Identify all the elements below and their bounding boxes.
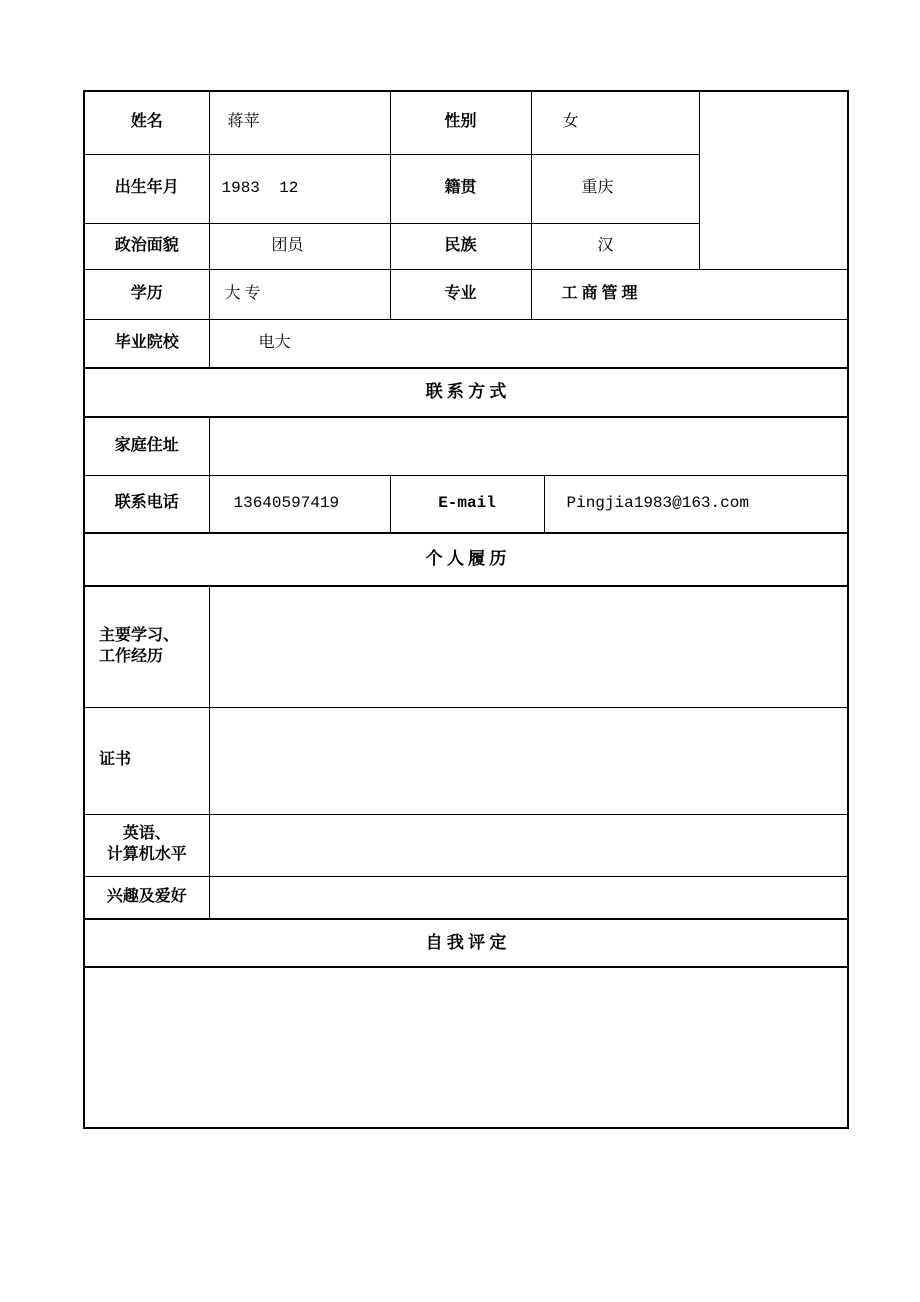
school-label: 毕业院校 — [84, 319, 209, 368]
skills-value[interactable] — [209, 814, 848, 876]
certificate-label: 证书 — [84, 707, 209, 814]
row-address — [84, 417, 848, 475]
name-value: 蒋苹 — [209, 91, 390, 154]
row-experience-header — [84, 533, 848, 586]
row-study-work — [84, 586, 848, 707]
resume-table — [83, 90, 849, 1129]
address-value[interactable] — [209, 417, 848, 475]
address-label: 家庭住址 — [84, 417, 209, 475]
interests-label: 兴趣及爱好 — [84, 876, 209, 919]
experience-section-header: 个 人 履 历 — [84, 533, 848, 586]
skills-label — [84, 814, 209, 876]
row-interests — [84, 876, 848, 919]
phone-label: 联系电话 — [84, 475, 209, 533]
education-label: 学历 — [84, 269, 209, 319]
evaluation-section-header: 自 我 评 定 — [84, 919, 848, 967]
photo-box[interactable] — [699, 91, 848, 269]
native-place-label: 籍贯 — [390, 154, 531, 223]
ethnicity-label: 民族 — [390, 223, 531, 269]
row-skills — [84, 814, 848, 876]
skills-label-line1: 英语、 — [122, 825, 171, 843]
birth-value: 1983 12 — [209, 154, 390, 223]
political-status-value: 团员 — [209, 223, 390, 269]
ethnicity-value: 汉 — [531, 223, 699, 269]
row-contact-header — [84, 368, 848, 417]
row-evaluation-header — [84, 919, 848, 967]
political-status-label: 政治面貌 — [84, 223, 209, 269]
interests-value[interactable] — [209, 876, 848, 919]
row-evaluation-body — [84, 967, 848, 1128]
birth-label: 出生年月 — [84, 154, 209, 223]
row-education-major — [84, 269, 848, 319]
name-label: 姓名 — [84, 91, 209, 154]
major-label: 专业 — [390, 269, 531, 319]
skills-label-line2: 计算机水平 — [106, 846, 187, 863]
phone-value: 13640597419 — [209, 475, 390, 533]
row-phone-email — [84, 475, 848, 533]
study-work-label-line1: 主要学习、 — [99, 626, 180, 644]
study-work-label — [84, 586, 209, 707]
school-value: 电大 — [209, 319, 848, 368]
study-work-value[interactable] — [209, 586, 848, 707]
education-value: 大 专 — [209, 269, 390, 319]
certificate-value[interactable] — [209, 707, 848, 814]
gender-label: 性别 — [390, 91, 531, 154]
study-work-label-line2: 工作经历 — [99, 647, 164, 665]
row-name-gender — [84, 91, 848, 154]
row-school — [84, 319, 848, 368]
gender-value: 女 — [531, 91, 699, 154]
contact-section-header: 联 系 方 式 — [84, 368, 848, 417]
major-value: 工 商 管 理 — [531, 269, 848, 319]
evaluation-value[interactable] — [84, 967, 848, 1128]
email-value: Pingjia1983@163.com — [544, 475, 848, 533]
native-place-value: 重庆 — [531, 154, 699, 223]
email-label: E-mail — [390, 475, 544, 533]
row-certificate — [84, 707, 848, 814]
